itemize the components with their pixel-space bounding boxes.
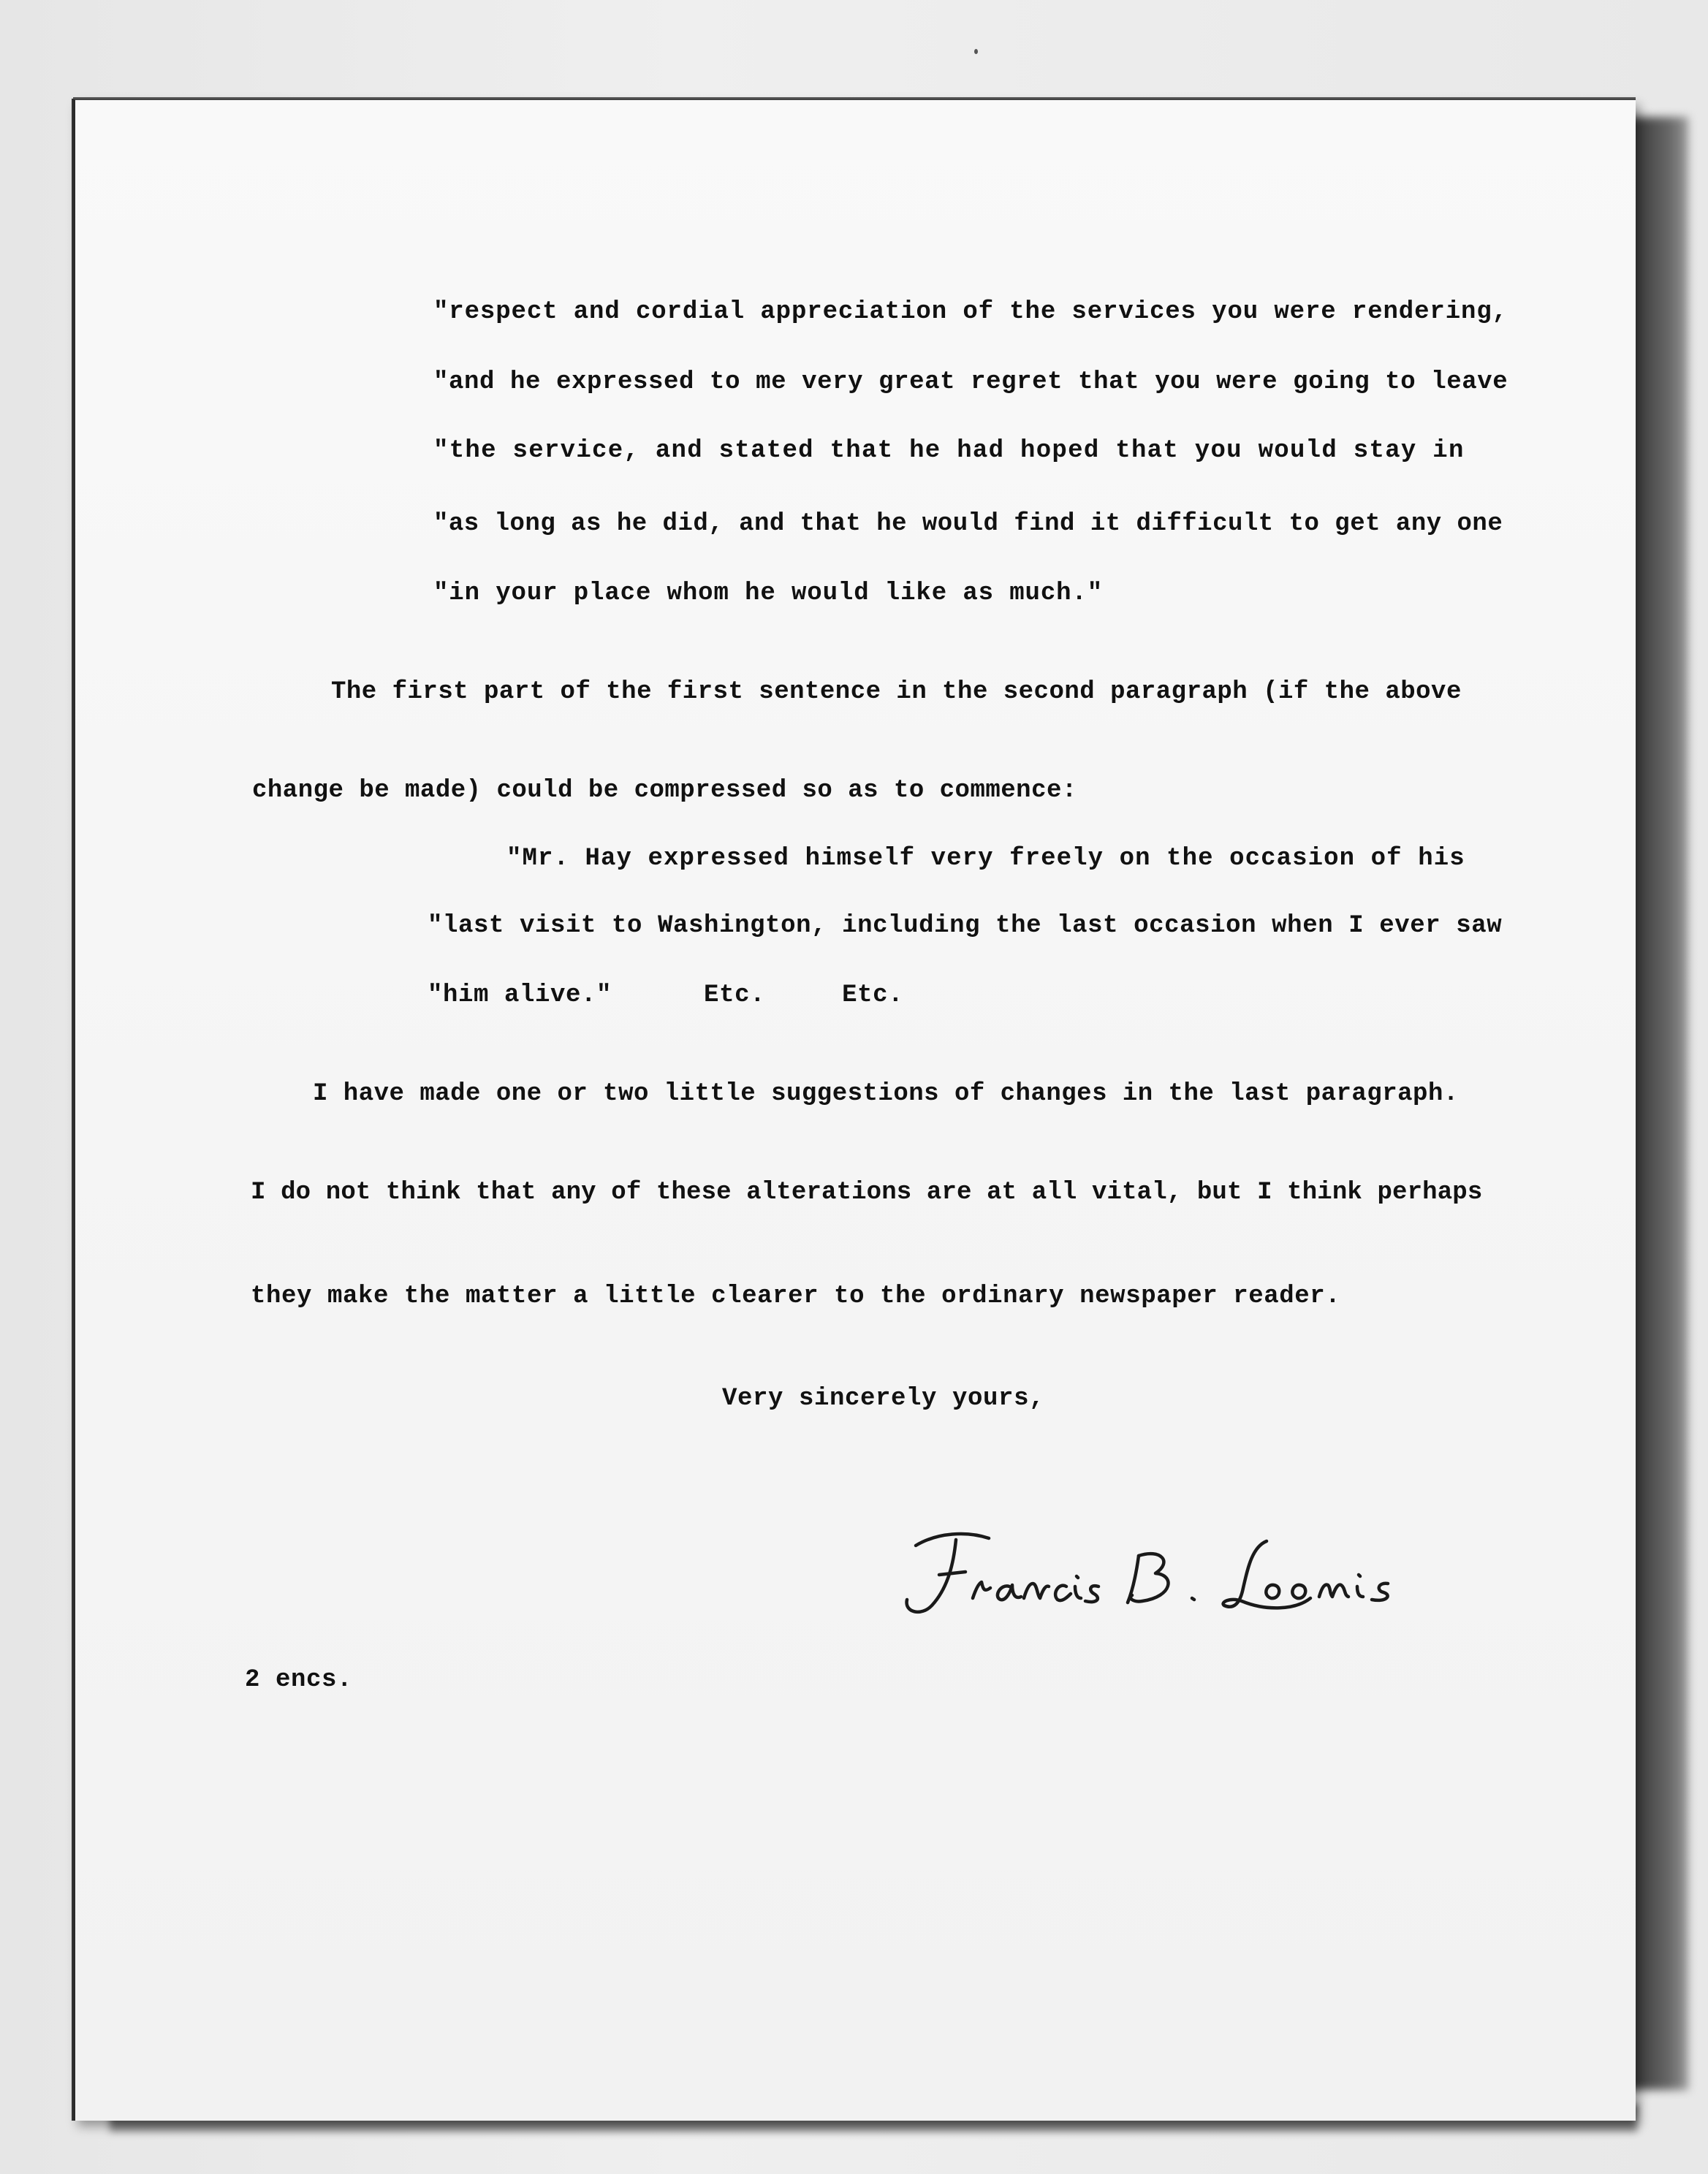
- dust-speck: [974, 49, 978, 54]
- paragraph-line: The first part of the first sentence in the second paragraph (if the above: [331, 678, 1462, 706]
- quote-line: "in your place whom he would like as much.": [433, 579, 1104, 607]
- handwritten-signature: [887, 1510, 1442, 1635]
- paragraph-line: I have made one or two little suggestions of changes in the last paragraph.: [313, 1080, 1459, 1108]
- quote-line: "Mr. Hay expressed himself very freely on the occasion of his: [506, 845, 1465, 873]
- paragraph-line: I do not think that any of these alterations are at all vital, but I think perhaps: [251, 1179, 1483, 1206]
- paragraph-line: they make the matter a little clearer to the ordinary newspaper reader.: [251, 1282, 1341, 1310]
- quote-line: "respect and cordial appreciation of the services you were rendering,: [433, 298, 1508, 326]
- quote-line: "the service, and stated that he had hoped that you would stay in: [433, 437, 1465, 465]
- quote-line: "last visit to Washington, including the last occasion when I ever saw: [428, 912, 1503, 940]
- paragraph-line: change be made) could be compressed so as to commence:: [252, 777, 1077, 805]
- enclosures-note: 2 encs.: [245, 1666, 353, 1694]
- quote-line: "as long as he did, and that he would find it difficult to get any one: [433, 510, 1503, 538]
- letter-page: [73, 99, 1636, 2121]
- quote-line: "and he expressed to me very great regret that you were going to leave: [433, 368, 1508, 396]
- quote-line: "him alive." Etc. Etc.: [428, 981, 904, 1009]
- closing-line: Very sincerely yours,: [722, 1385, 1045, 1413]
